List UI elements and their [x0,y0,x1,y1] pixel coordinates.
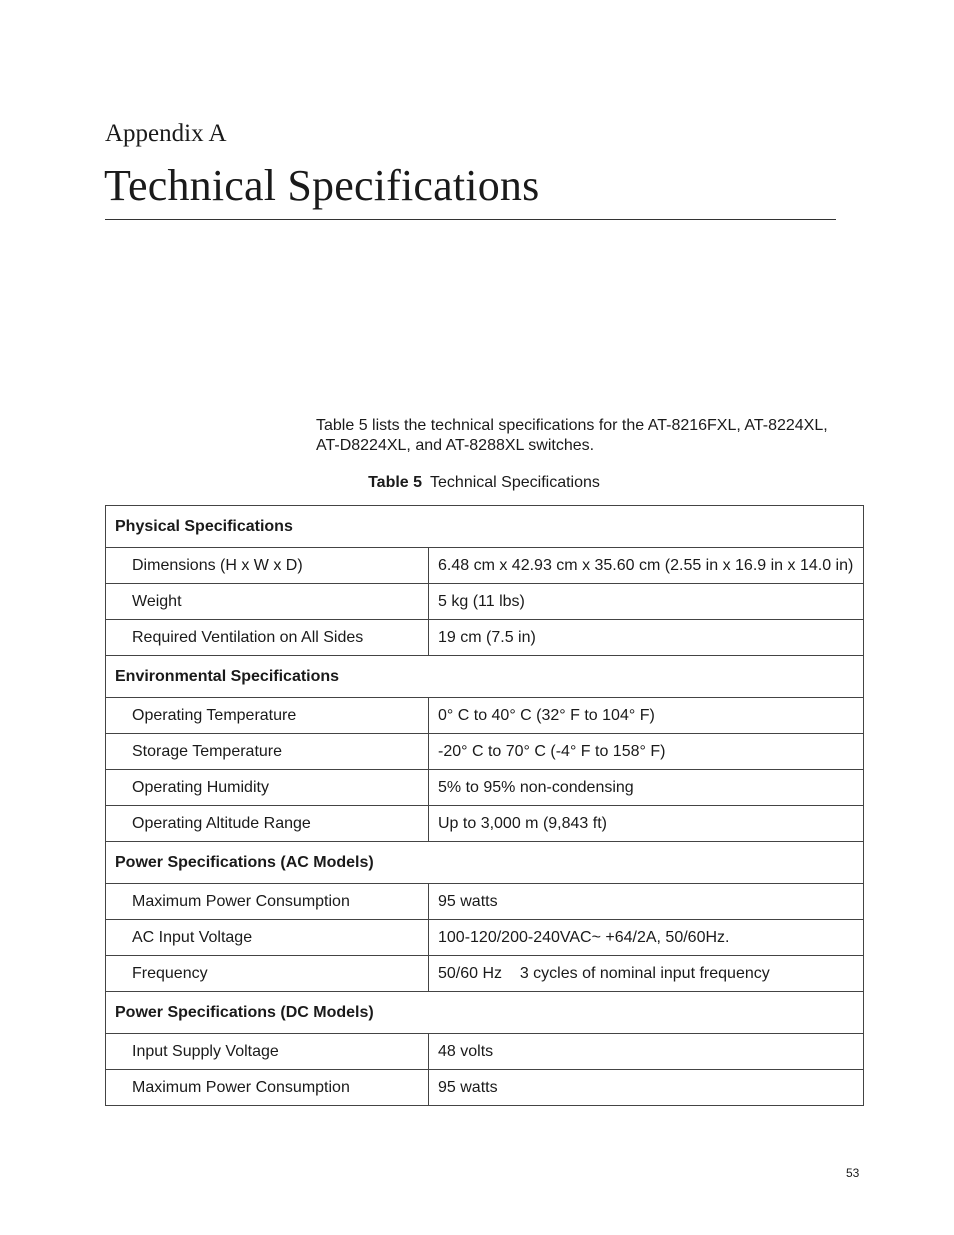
page-number: 53 [846,1166,860,1180]
spec-value: 95 watts [429,1070,864,1106]
intro-paragraph: Table 5 lists the technical specifications for the AT-8216FXL, AT-8224XL, AT-D8224XL, and AT-8288XL switches. [316,417,828,454]
section-heading: Power Specifications (AC Models) [106,842,864,884]
spec-value: 5% to 95% non-condensing [429,770,864,806]
table-row [106,734,864,770]
table-row [106,1034,864,1070]
spec-value: 48 volts [429,1034,864,1070]
spec-value: 19 cm (7.5 in) [429,620,864,656]
table-row [106,770,864,806]
title-divider [105,219,836,220]
spec-label: Maximum Power Consumption [106,1070,429,1106]
spec-label: Storage Temperature [106,734,429,770]
section-heading: Physical Specifications [106,506,864,548]
spec-table [105,505,864,1106]
table-row [106,584,864,620]
spec-label: AC Input Voltage [106,920,429,956]
table-row [106,1070,864,1106]
table-row [106,806,864,842]
section-heading: Power Specifications (DC Models) [106,992,864,1034]
section-row-power-ac [106,842,864,884]
table-caption-title: Technical Specifications [430,474,600,491]
spec-label: Weight [106,584,429,620]
section-row-power-dc [106,992,864,1034]
spec-label: Frequency [106,956,429,992]
table-row [106,884,864,920]
spec-label: Maximum Power Consumption [106,884,429,920]
table-row [106,548,864,584]
section-heading: Environmental Specifications [106,656,864,698]
spec-value: 0° C to 40° C (32° F to 104° F) [429,698,864,734]
table-row [106,698,864,734]
table-row [106,956,864,992]
spec-value: -20° C to 70° C (-4° F to 158° F) [429,734,864,770]
spec-label: Input Supply Voltage [106,1034,429,1070]
table-row [106,620,864,656]
spec-label: Operating Humidity [106,770,429,806]
spec-value: 50/60 Hz 3 cycles of nominal input frequency [429,956,864,992]
spec-label: Required Ventilation on All Sides [106,620,429,656]
table-caption [0,473,954,493]
page-title: Technical Specifications [104,161,540,210]
spec-label: Dimensions (H x W x D) [106,548,429,584]
spec-value: 6.48 cm x 42.93 cm x 35.60 cm (2.55 in x 16.9 in x 14.0 in) [429,548,864,584]
spec-value: 5 kg (11 lbs) [429,584,864,620]
spec-value: Up to 3,000 m (9,843 ft) [429,806,864,842]
appendix-label: Appendix A [105,120,227,147]
spec-label: Operating Temperature [106,698,429,734]
spec-value: 100-120/200-240VAC~ +64/2A, 50/60Hz. [429,920,864,956]
spec-label: Operating Altitude Range [106,806,429,842]
section-row-physical [106,506,864,548]
spec-value: 95 watts [429,884,864,920]
section-row-environmental [106,656,864,698]
table-row [106,920,864,956]
table-caption-number: Table 5 [368,474,423,491]
